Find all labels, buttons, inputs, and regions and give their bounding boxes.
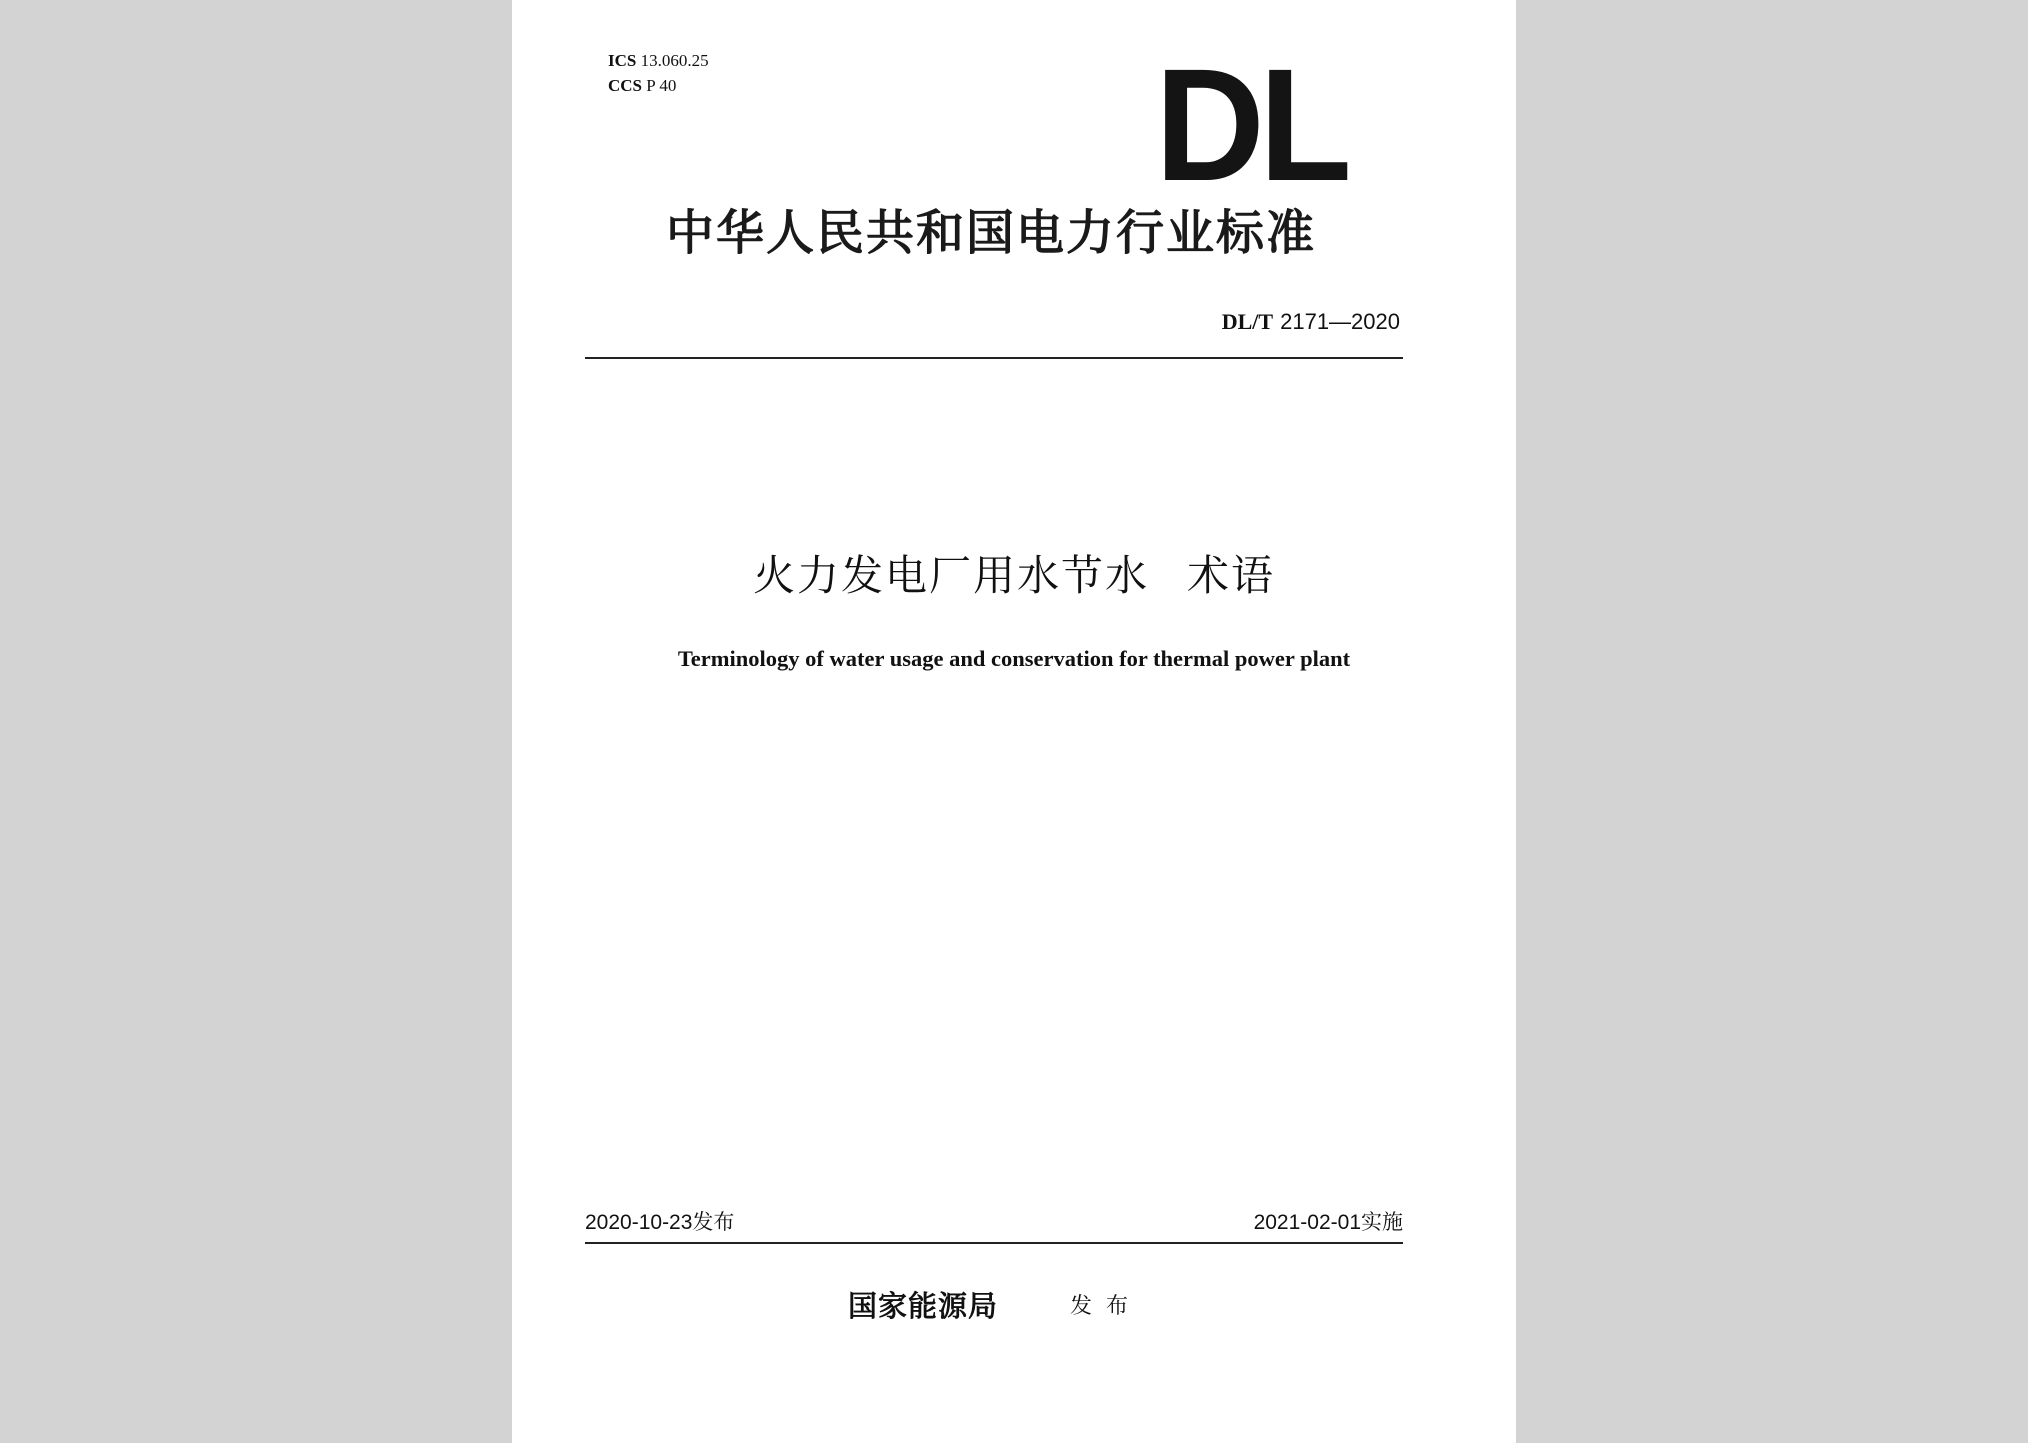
ccs-line xyxy=(608,73,709,98)
title-english: Terminology of water usage and conservation for thermal power plant xyxy=(677,646,1351,671)
header-divider xyxy=(585,357,1403,359)
standard-code: 2171—2020 xyxy=(1280,309,1400,334)
ics-label: ICS xyxy=(608,51,637,70)
publisher-verb: 发布 xyxy=(1070,1294,1143,1319)
implementation-date: 2021-02-01实施 xyxy=(1253,1211,1403,1234)
title-chinese-sub: 术语 xyxy=(1187,551,1276,600)
classification-codes xyxy=(608,48,709,98)
dl-logo: DL xyxy=(1155,35,1347,214)
standard-number xyxy=(1222,307,1400,338)
title-chinese xyxy=(512,546,1516,606)
ccs-code: P 40 xyxy=(646,76,677,95)
issue-date: 2020-10-23发布 xyxy=(585,1211,735,1234)
publisher-name: 国家能源局 xyxy=(848,1289,999,1323)
organization-title: 中华人民共和国电力行业标准 xyxy=(665,205,1316,261)
standard-prefix: DL/T xyxy=(1221,309,1274,334)
footer-divider xyxy=(585,1242,1403,1244)
ics-line xyxy=(608,48,709,73)
ics-code: 13.060.25 xyxy=(640,51,709,70)
ccs-label: CCS xyxy=(608,76,643,95)
title-chinese-main: 火力发电厂用水节水 xyxy=(752,551,1149,600)
document-page xyxy=(512,0,1516,1443)
